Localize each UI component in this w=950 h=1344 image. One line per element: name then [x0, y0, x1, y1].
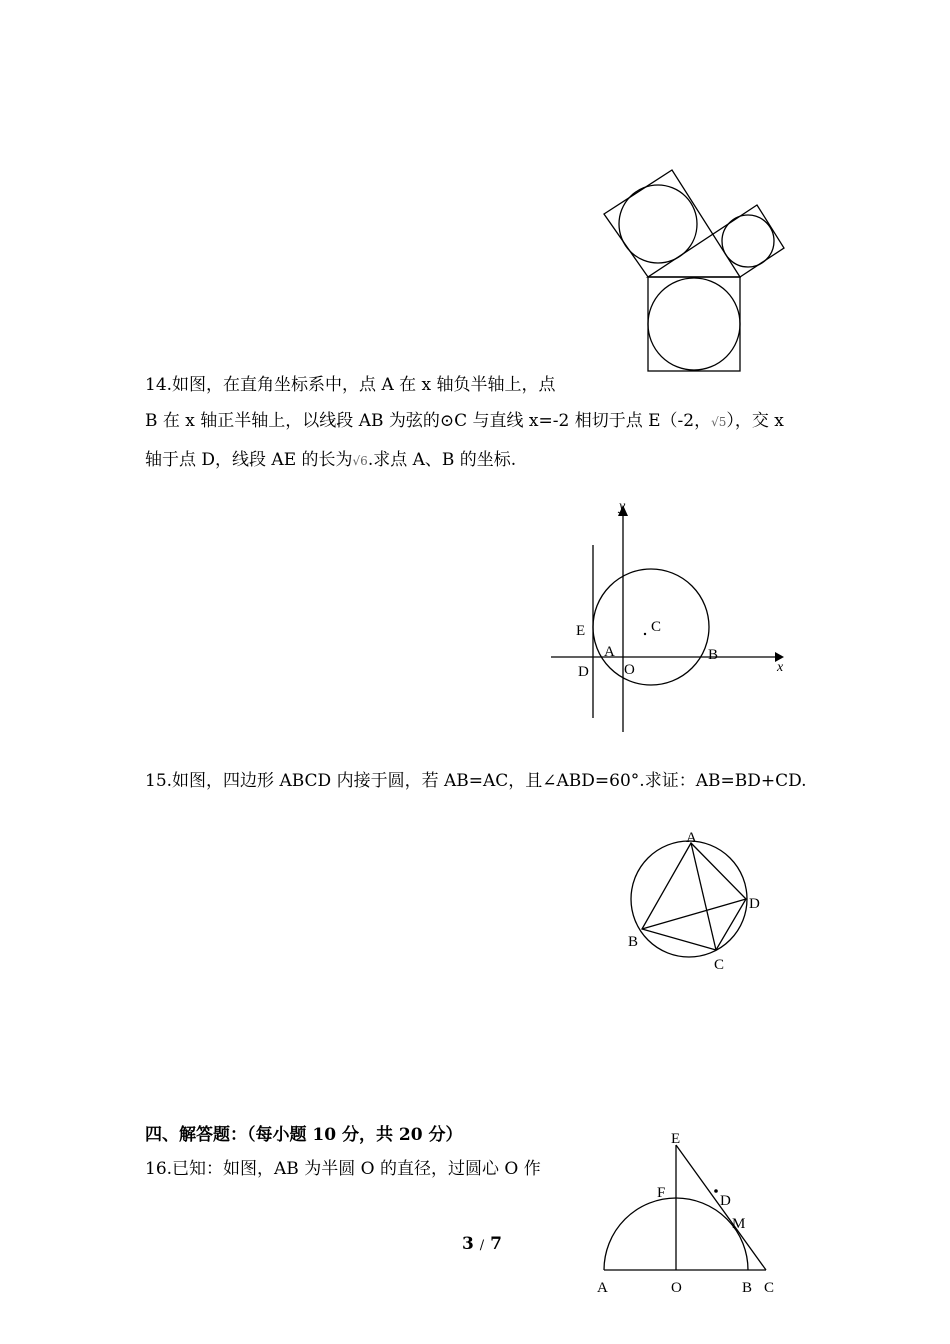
- label-M: M: [732, 1216, 746, 1232]
- q14-line2: B 在 x 轴正半轴上，以线段 AB 为弦的⊙C 与直线 x=-2 相切于点 E（-2，√5），交 x: [145, 411, 784, 431]
- label-E: E: [671, 1131, 681, 1147]
- label-x: x: [777, 660, 784, 675]
- label-O: O: [624, 662, 635, 678]
- label-A: A: [686, 830, 697, 846]
- label-F: F: [657, 1185, 666, 1201]
- q15-text: 15.如图，四边形 ABCD 内接于圆，若 AB=AC，且∠ABD=60°.求证：AB=BD+CD.: [145, 771, 807, 791]
- sqrt5: √5: [711, 415, 727, 429]
- label-B: B: [708, 647, 719, 663]
- label-B: B: [628, 934, 639, 950]
- label-O: O: [671, 1280, 682, 1296]
- label-A: A: [604, 644, 615, 660]
- q16-text: 16.已知：如图，AB 为半圆 O 的直径，过圆心 O 作: [145, 1159, 541, 1179]
- label-D: D: [578, 664, 589, 680]
- label-C: C: [651, 619, 662, 635]
- label-D: D: [720, 1193, 731, 1209]
- label-A: A: [597, 1280, 608, 1296]
- q14-line3: 轴于点 D，线段 AE 的长为√6.求点 A、B 的坐标.: [145, 450, 517, 470]
- page-number: 3 / 7: [462, 1234, 502, 1254]
- label-C: C: [714, 957, 725, 973]
- sqrt6: √6: [352, 454, 368, 468]
- q14-line1: 14.如图，在直角坐标系中，点 A 在 x 轴负半轴上，点: [145, 375, 556, 395]
- label-B: B: [742, 1280, 753, 1296]
- label-E: E: [576, 623, 586, 639]
- label-D: D: [749, 896, 760, 912]
- section4-title: 四、解答题：（每小题 10 分，共 20 分）: [145, 1125, 463, 1145]
- label-C: C: [764, 1280, 775, 1296]
- label-y: y: [619, 499, 626, 514]
